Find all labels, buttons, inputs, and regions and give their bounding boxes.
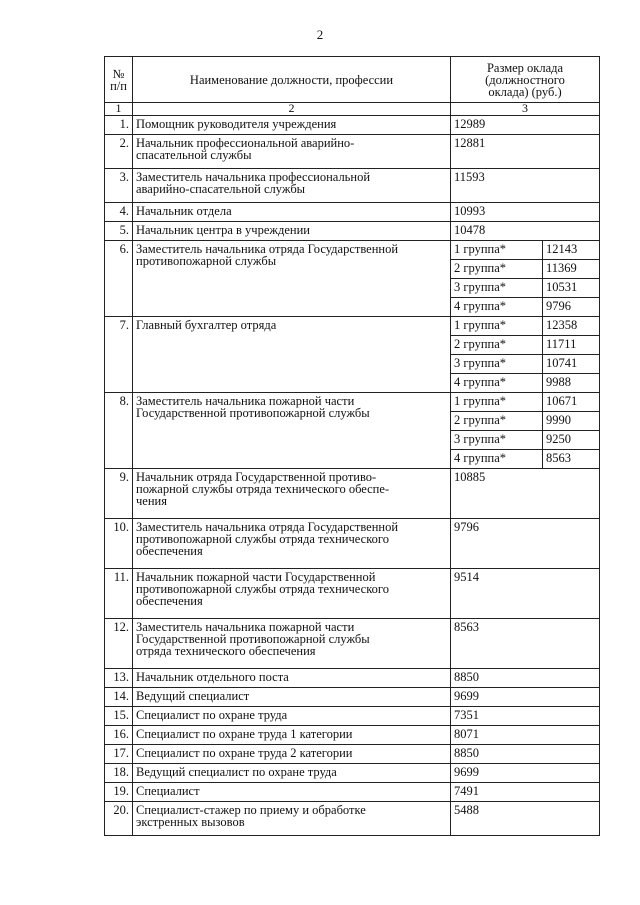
salary-value: 8850 [451, 669, 600, 688]
position-name: Заместитель начальника пожарной части Государственной противопожарной службы отряда технического обеспечения [133, 619, 451, 669]
row-number: 9. [105, 469, 133, 519]
group-label: 2 группа* [451, 412, 543, 431]
salary-value: 12881 [451, 135, 600, 169]
salary-value: 8071 [451, 726, 600, 745]
row-number: 17. [105, 745, 133, 764]
table-row [105, 707, 600, 726]
group-label: 3 группа* [451, 431, 543, 450]
table-row [105, 393, 600, 412]
row-number: 3. [105, 169, 133, 203]
table-row [105, 783, 600, 802]
table-row [105, 469, 600, 519]
table-row [105, 669, 600, 688]
salary-value: 9699 [451, 688, 600, 707]
table-row [105, 317, 600, 336]
column-index-row [105, 103, 600, 116]
table-row [105, 203, 600, 222]
row-number: 14. [105, 688, 133, 707]
group-label: 3 группа* [451, 355, 543, 374]
row-number: 13. [105, 669, 133, 688]
salary-value: 9514 [451, 569, 600, 619]
salary-value: 9699 [451, 764, 600, 783]
group-salary: 12358 [543, 317, 600, 336]
position-name: Начальник отряда Государственной противо- пожарной службы отряда технического обеспе- чения [133, 469, 451, 519]
salary-value: 9796 [451, 519, 600, 569]
group-salary: 10741 [543, 355, 600, 374]
salary-value: 11593 [451, 169, 600, 203]
table-header-row [105, 57, 600, 103]
position-name: Начальник отдельного поста [133, 669, 451, 688]
table-row [105, 688, 600, 707]
position-name: Специалист по охране труда 1 категории [133, 726, 451, 745]
group-salary: 12143 [543, 241, 600, 260]
row-number: 6. [105, 241, 133, 317]
row-number: 5. [105, 222, 133, 241]
row-number: 8. [105, 393, 133, 469]
group-label: 3 группа* [451, 279, 543, 298]
position-name: Начальник профессиональной аварийно- спасательной службы [133, 135, 451, 169]
salary-value: 8563 [451, 619, 600, 669]
position-name: Заместитель начальника профессиональной аварийно-спасательной службы [133, 169, 451, 203]
row-number: 16. [105, 726, 133, 745]
group-salary: 9250 [543, 431, 600, 450]
group-label: 1 группа* [451, 241, 543, 260]
position-name: Заместитель начальника пожарной части Государственной противопожарной службы [133, 393, 451, 469]
group-salary: 11711 [543, 336, 600, 355]
group-label: 4 группа* [451, 298, 543, 317]
position-name: Начальник отдела [133, 203, 451, 222]
group-salary: 10671 [543, 393, 600, 412]
row-number: 19. [105, 783, 133, 802]
position-name: Специалист [133, 783, 451, 802]
position-name: Специалист-стажер по приему и обработке экстренных вызовов [133, 802, 451, 836]
table-row [105, 726, 600, 745]
table-row [105, 802, 600, 836]
position-name: Заместитель начальника отряда Государственной противопожарной службы [133, 241, 451, 317]
position-name: Ведущий специалист по охране труда [133, 764, 451, 783]
salary-value: 8850 [451, 745, 600, 764]
group-label: 2 группа* [451, 260, 543, 279]
position-name: Начальник пожарной части Государственной противопожарной службы отряда технического обеспечения [133, 569, 451, 619]
position-name: Специалист по охране труда 2 категории [133, 745, 451, 764]
table-row [105, 169, 600, 203]
group-salary: 9988 [543, 374, 600, 393]
row-number: 15. [105, 707, 133, 726]
salary-value: 10885 [451, 469, 600, 519]
salary-value: 7491 [451, 783, 600, 802]
row-number: 20. [105, 802, 133, 836]
salary-table [104, 56, 600, 836]
page-number: 2 [316, 27, 324, 42]
group-salary: 11369 [543, 260, 600, 279]
salary-value: 12989 [451, 116, 600, 135]
salary-value: 10478 [451, 222, 600, 241]
row-number: 4. [105, 203, 133, 222]
group-salary: 8563 [543, 450, 600, 469]
table-row [105, 519, 600, 569]
table-row [105, 222, 600, 241]
row-number: 2. [105, 135, 133, 169]
header-name: Наименование должности, профессии [133, 57, 451, 103]
column-index-3: 3 [451, 103, 600, 116]
group-salary: 9796 [543, 298, 600, 317]
row-number: 10. [105, 519, 133, 569]
group-label: 4 группа* [451, 374, 543, 393]
salary-value: 5488 [451, 802, 600, 836]
row-number: 12. [105, 619, 133, 669]
table-row [105, 745, 600, 764]
table-row [105, 569, 600, 619]
column-index-2: 2 [133, 103, 451, 116]
group-salary: 10531 [543, 279, 600, 298]
table-row [105, 135, 600, 169]
row-number: 7. [105, 317, 133, 393]
group-salary: 9990 [543, 412, 600, 431]
position-name: Заместитель начальника отряда Государственной противопожарной службы отряда технического обеспечения [133, 519, 451, 569]
group-label: 1 группа* [451, 393, 543, 412]
table-row [105, 241, 600, 260]
header-salary: Размер оклада (должностного оклада) (руб.) [451, 57, 600, 103]
header-num: № п/п [105, 57, 133, 103]
table-row [105, 116, 600, 135]
position-name: Главный бухгалтер отряда [133, 317, 451, 393]
row-number: 11. [105, 569, 133, 619]
row-number: 1. [105, 116, 133, 135]
row-number: 18. [105, 764, 133, 783]
group-label: 1 группа* [451, 317, 543, 336]
group-label: 4 группа* [451, 450, 543, 469]
salary-value: 10993 [451, 203, 600, 222]
position-name: Помощник руководителя учреждения [133, 116, 451, 135]
position-name: Начальник центра в учреждении [133, 222, 451, 241]
column-index-1: 1 [105, 103, 133, 116]
salary-value: 7351 [451, 707, 600, 726]
position-name: Ведущий специалист [133, 688, 451, 707]
position-name: Специалист по охране труда [133, 707, 451, 726]
table-row [105, 764, 600, 783]
table-row [105, 619, 600, 669]
group-label: 2 группа* [451, 336, 543, 355]
